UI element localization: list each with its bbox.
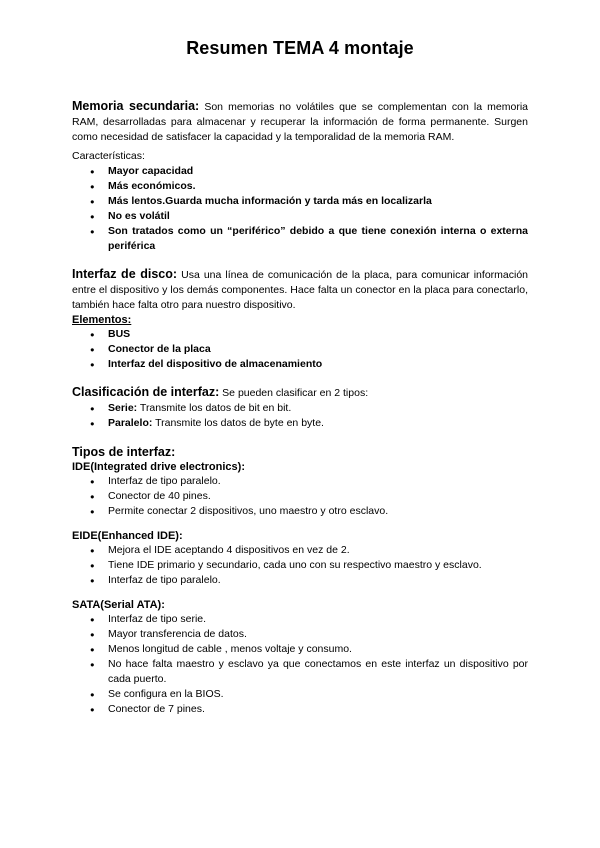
- sata-title: SATA(Serial ATA):: [72, 599, 165, 611]
- list-item: ● Interfaz del dispositivo de almacenamiento: [72, 357, 528, 372]
- clasificacion-paragraph: [72, 385, 528, 401]
- eide-title: EIDE(Enhanced IDE):: [72, 530, 183, 542]
- list-item: ● Tiene IDE primario y secundario, cada uno con su respectivo maestro y esclavo.: [72, 558, 528, 573]
- list-item: ● Más lentos.Guarda mucha información y tarda más en localizarla: [72, 194, 528, 209]
- clasificacion-text: Se pueden clasificar en 2 tipos:: [219, 387, 369, 399]
- eide-list: [72, 543, 528, 588]
- list-item: ● BUS: [72, 327, 528, 342]
- list-item: ● Mayor transferencia de datos.: [72, 627, 528, 642]
- list-item: ● Conector de la placa: [72, 342, 528, 357]
- list-item: ● Conector de 40 pines.: [72, 489, 528, 504]
- paralelo-text: Transmite los datos de byte en byte.: [152, 417, 324, 429]
- list-item: ● No es volátil: [72, 209, 528, 224]
- memoria-text: Son memorias no volátiles que se complementan con la memoria RAM, desarrolladas para almacenar y recuperar la información de forma permanente. Surgen como necesidad de satisfacer la capacidad y la temporalidad de la memoria RAM.: [72, 101, 529, 143]
- serie-label: Serie:: [108, 402, 138, 414]
- memoria-heading: Memoria secundaria:: [72, 99, 200, 113]
- list-item: ● Se configura en la BIOS.: [72, 687, 528, 702]
- list-item: ● Interfaz de tipo paralelo.: [72, 573, 528, 588]
- list-item: ● No hace falta maestro y esclavo ya que conectamos en este interfaz un dispositivo por cada puerto.: [72, 657, 528, 687]
- list-item: [72, 416, 528, 431]
- tipos-heading: Tipos de interfaz:: [72, 445, 176, 459]
- memoria-paragraph: [72, 99, 528, 145]
- paralelo-label: Paralelo:: [108, 417, 153, 429]
- sata-list: [72, 612, 528, 717]
- caracteristicas-list: [72, 164, 528, 254]
- clasificacion-list: [72, 401, 528, 431]
- list-item: [72, 401, 528, 416]
- elementos-list: [72, 327, 528, 372]
- interfaz-disco-text: Usa una línea de comunicación de la placa, para comunicar información entre el dispositivo y los demás componentes. Hace falta un conector en la placa para conectarlo, también hace falta otro para nuestro dispositivo.: [72, 269, 528, 311]
- interfaz-disco-paragraph: [72, 267, 528, 313]
- list-item: ● Mejora el IDE aceptando 4 dispositivos en vez de 2.: [72, 543, 528, 558]
- list-item: ● Más económicos.: [72, 179, 528, 194]
- list-item: ● Menos longitud de cable , menos voltaje y consumo.: [72, 642, 528, 657]
- list-item: ● Son tratados como un “periférico” debido a que tiene conexión interna o externa periférica: [72, 224, 528, 254]
- list-item: ● Permite conectar 2 dispositivos, uno maestro y otro esclavo.: [72, 504, 528, 519]
- list-item: ● Interfaz de tipo paralelo.: [72, 474, 528, 489]
- page-title: Resumen TEMA 4 montaje: [186, 38, 414, 58]
- list-item: ● Interfaz de tipo serie.: [72, 612, 528, 627]
- ide-list: [72, 474, 528, 519]
- elementos-label: Elementos:: [72, 314, 132, 326]
- caracteristicas-label: Características:: [72, 150, 145, 162]
- list-item: ● Mayor capacidad: [72, 164, 528, 179]
- ide-title: IDE(Integrated drive electronics):: [72, 461, 245, 473]
- serie-text: Transmite los datos de bit en bit.: [137, 402, 292, 414]
- interfaz-disco-heading: Interfaz de disco:: [72, 267, 178, 281]
- list-item: ● Conector de 7 pines.: [72, 702, 528, 717]
- clasificacion-heading: Clasificación de interfaz:: [72, 385, 220, 399]
